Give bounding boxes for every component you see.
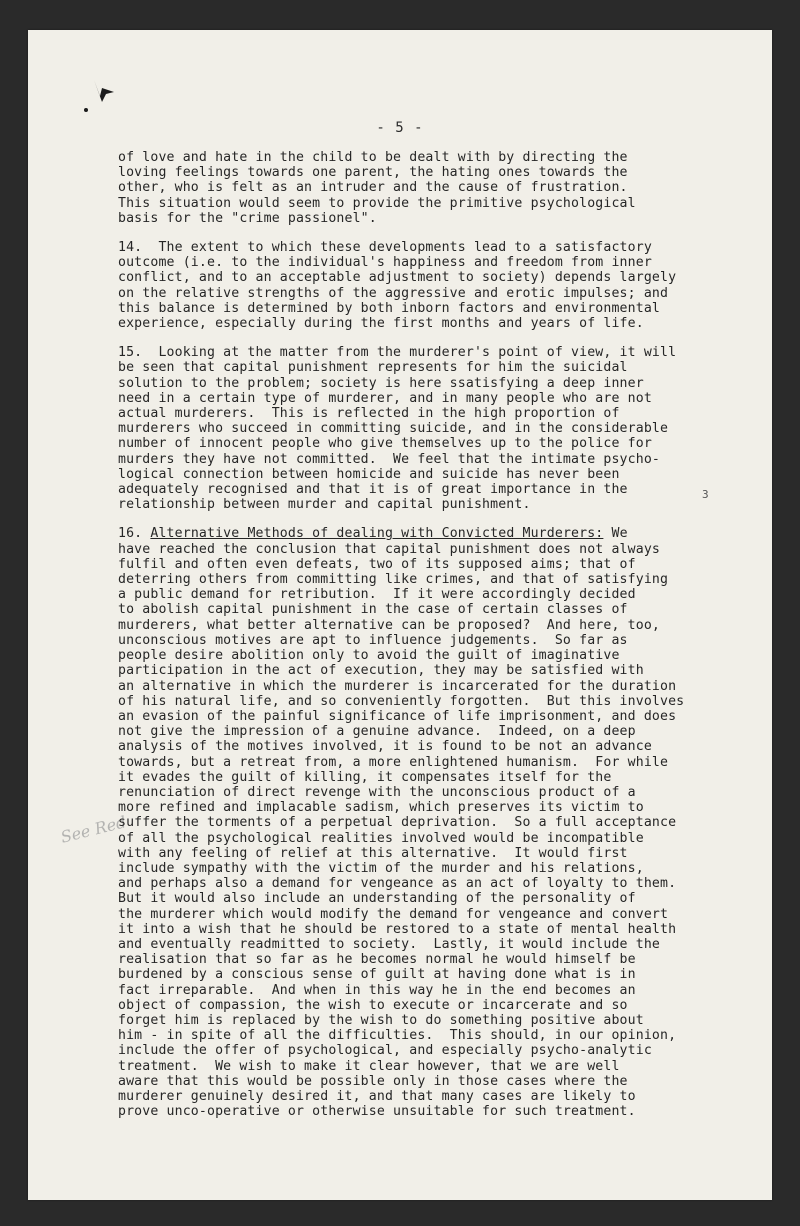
side-mark: 3	[702, 488, 709, 501]
text-line: him - in spite of all the difficulties. This should, in our opinion,	[118, 1028, 677, 1044]
text-line: actual murderers. This is reflected in the high proportion of	[118, 406, 620, 422]
text-line: number of innocent people who give themselves up to the police for	[118, 436, 652, 452]
text-line: fulfil and often even defeats, two of its supposed aims; that of	[118, 556, 636, 572]
text-line: murderers, what better alternative can be proposed? And here, too,	[118, 617, 660, 633]
text-line: outcome (i.e. to the individual's happiness and freedom from inner	[118, 255, 652, 271]
text-line: people desire abolition only to avoid the guilt of imaginative	[118, 648, 620, 664]
text-line: loving feelings towards one parent, the hating ones towards the	[118, 165, 628, 181]
text-line: it evades the guilt of killing, it compensates itself for the	[118, 769, 612, 785]
text-line: an alternative in which the murderer is incarcerated for the duration	[118, 678, 677, 694]
paragraph-16-heading-tail: We	[603, 526, 628, 542]
paragraph-14	[118, 240, 750, 331]
text-line: prove unco-operative or otherwise unsuitable for such treatment.	[118, 1104, 636, 1120]
text-line: unconscious motives are apt to influence judgements. So far as	[118, 632, 628, 648]
text-line: suffer the torments of a perpetual deprivation. So a full acceptance	[118, 815, 677, 831]
page-number: - 5 -	[376, 120, 424, 136]
text-line: 15. Looking at the matter from the murderer's point of view, it will	[118, 345, 677, 361]
text-line: forget him is replaced by the wish to do something positive about	[118, 1012, 644, 1028]
text-line: of love and hate in the child to be dealt with by directing the	[118, 150, 628, 165]
text-line: solution to the problem; society is here ssatisfying a deep inner	[118, 375, 644, 391]
text-line: participation in the act of execution, they may be satisfied with	[118, 663, 644, 679]
text-line: logical connection between homicide and suicide has never been	[118, 466, 620, 482]
text-line: with any feeling of relief at this alternative. It would first	[118, 845, 628, 861]
text-line: the murderer which would modify the demand for vengeance and convert	[118, 906, 669, 922]
text-line: a public demand for retribution. If it were accordingly decided	[118, 587, 636, 603]
text-line: more refined and implacable sadism, which preserves its victim to	[118, 800, 644, 816]
text-line: be seen that capital punishment represents for him the suicidal	[118, 360, 628, 376]
text-line: an evasion of the painful significance of life imprisonment, and does	[118, 708, 677, 724]
text-line: and perhaps also a demand for vengeance as an act of loyalty to them.	[118, 876, 677, 892]
text-line: of his natural life, and so conveniently forgotten. But this involves	[118, 693, 685, 709]
text-line: relationship between murder and capital punishment.	[118, 497, 531, 513]
text-line: not give the impression of a genuine advance. Indeed, on a deep	[118, 724, 636, 740]
text-line: on the relative strengths of the aggressive and erotic impulses; and	[118, 285, 669, 301]
text-line: But it would also include an understanding of the personality of	[118, 891, 636, 907]
text-line: This situation would seem to provide the primitive psychological	[118, 195, 636, 211]
paragraph-16	[118, 526, 750, 1119]
text-line: 14. The extent to which these developments lead to a satisfactory	[118, 240, 652, 256]
paragraph-15	[118, 345, 750, 512]
text-line: analysis of the motives involved, it is found to be not an advance	[118, 739, 652, 755]
text-line: to abolish capital punishment in the case of certain classes of	[118, 602, 628, 618]
text-line: need in a certain type of murderer, and in many people who are not	[118, 390, 652, 406]
text-line: experience, especially during the first months and years of life.	[118, 316, 644, 332]
text-line: murderer genuinely desired it, and that many cases are likely to	[118, 1088, 636, 1104]
text-line: fact irreparable. And when in this way he in the end becomes an	[118, 982, 636, 998]
text-line: it into a wish that he should be restored to a state of mental health	[118, 921, 677, 937]
text-line: burdened by a conscious sense of guilt at having done what is in	[118, 967, 636, 983]
text-line: include the offer of psychological, and especially psycho-analytic	[118, 1043, 652, 1059]
text-line: include sympathy with the victim of the murder and his relations,	[118, 860, 644, 876]
text-line: murders they have not committed. We feel that the intimate psycho-	[118, 451, 660, 467]
paragraph-16-heading-line	[118, 526, 750, 541]
text-line: realisation that so far as he becomes normal he would himself be	[118, 952, 636, 968]
corner-mark-icon	[80, 74, 124, 114]
text-line: aware that this would be possible only in those cases where the	[118, 1073, 628, 1089]
margin-annotation: See Red	[58, 812, 129, 847]
text-line: adequately recognised and that it is of great importance in the	[118, 482, 628, 498]
paragraph-13-continued	[118, 150, 750, 226]
text-line: renunciation of direct revenge with the unconscious product of a	[118, 784, 636, 800]
paragraph-16-number: 16.	[118, 526, 143, 542]
text-line: deterring others from committing like crimes, and that of satisfying	[118, 572, 669, 588]
text-line: have reached the conclusion that capital punishment does not always	[118, 541, 660, 557]
text-line: basis for the "crime passionel".	[118, 210, 377, 226]
document-body	[118, 150, 750, 1133]
text-line: and eventually readmitted to society. Lastly, it would include the	[118, 936, 660, 952]
text-line: conflict, and to an acceptable adjustment to society) depends largely	[118, 270, 677, 286]
text-line: this balance is determined by both inborn factors and environmental	[118, 300, 660, 316]
paragraph-16-heading: Alternative Methods of dealing with Convicted Murderers:	[150, 526, 604, 542]
text-line: towards, but a retreat from, a more enlightened humanism. For while	[118, 754, 669, 770]
text-line: treatment. We wish to make it clear however, that we are well	[118, 1058, 620, 1074]
text-line: of all the psychological realities involved would be incompatible	[118, 830, 644, 846]
text-line: object of compassion, the wish to execute or incarcerate and so	[118, 997, 628, 1013]
text-line: other, who is felt as an intruder and the cause of frustration.	[118, 180, 628, 196]
text-line: murderers who succeed in committing suicide, and in the considerable	[118, 421, 669, 437]
